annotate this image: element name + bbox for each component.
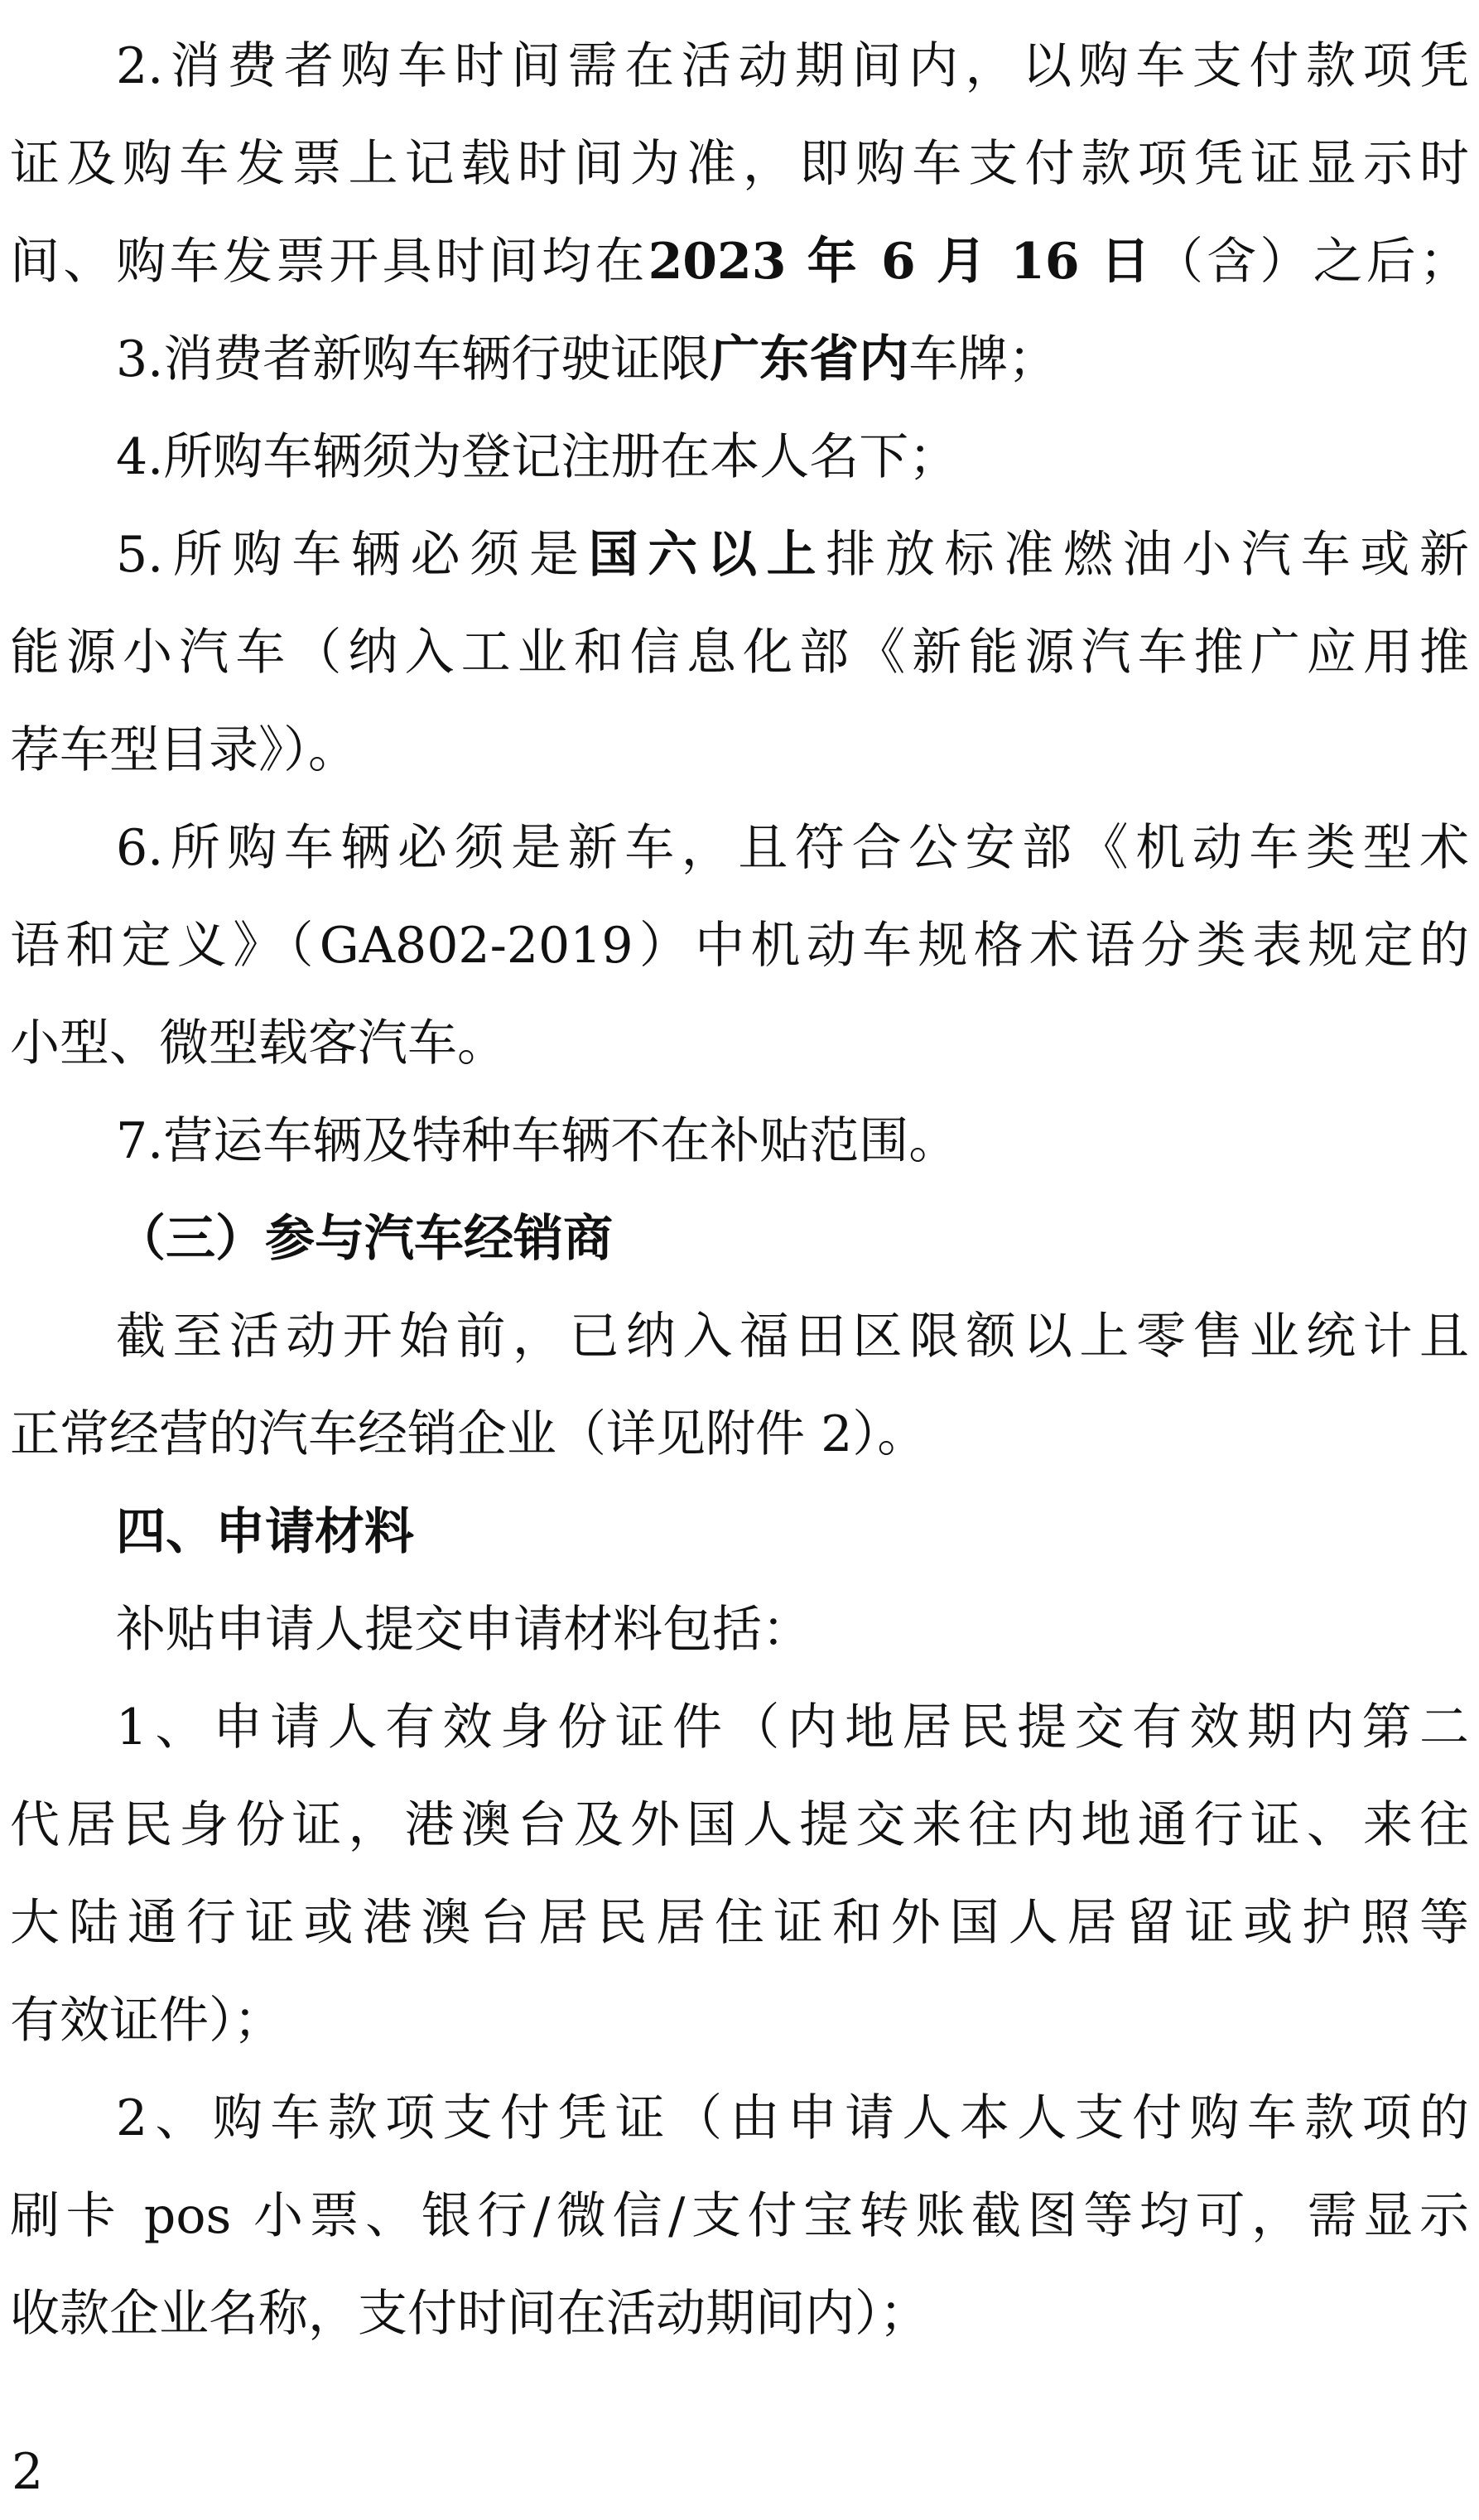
paragraph-line: 代居民身份证，港澳台及外国人提交来往内地通行证、来往: [10, 1796, 1469, 1854]
paragraph-line: 2.消费者购车时间需在活动期间内，以购车支付款项凭: [116, 37, 1469, 95]
paragraph-line: 正常经营的汽车经销企业（详见附件 2）。: [10, 1405, 927, 1463]
page-number: 2: [12, 2443, 44, 2501]
paragraph-line: 小型、微型载客汽车。: [10, 1014, 507, 1072]
paragraph-line: 收款企业名称，支付时间在活动期间内）；: [10, 2285, 929, 2343]
paragraph-line: 语和定义》（GA802-2019）中机动车规格术语分类表规定的: [10, 917, 1469, 975]
paragraph-line: 荐车型目录》）。: [10, 721, 358, 779]
paragraph-line: 4.所购车辆须为登记注册在本人名下；: [116, 428, 959, 486]
emission-standard-emphasis: 国六以上: [588, 526, 826, 584]
paragraph-line: 补贴申请人提交申请材料包括：: [116, 1601, 812, 1659]
paragraph-line: 5.所购车辆必须是国六以上排放标准燃油小汽车或新: [116, 526, 1469, 584]
section-heading: 四、申请材料: [116, 1503, 414, 1561]
paragraph-line: 7.营运车辆及特种车辆不在补贴范围。: [116, 1112, 959, 1170]
paragraph-line: 刷卡 pos 小票、银行/微信/支付宝转账截图等均可，需显示: [10, 2187, 1469, 2245]
section-heading: （三）参与汽车经销商: [116, 1210, 613, 1268]
paragraph-line: 6.所购车辆必须是新车，且符合公安部《机动车类型术: [116, 819, 1469, 877]
date-emphasis: 2023 年 6 月 16 日: [648, 233, 1154, 291]
paragraph-line: 有效证件）；: [10, 1992, 283, 2050]
paragraph-line: 间、购车发票开具时间均在2023 年 6 月 16 日（含）之后；: [10, 233, 1469, 291]
paragraph-line: 能源小汽车（纳入工业和信息化部《新能源汽车推广应用推: [10, 624, 1469, 682]
paragraph-line: 证及购车发票上记载时间为准，即购车支付款项凭证显示时: [10, 135, 1469, 193]
paragraph-line: 3.消费者新购车辆行驶证限广东省内车牌；: [116, 330, 1058, 388]
paragraph-line: 大陆通行证或港澳台居民居住证和外国人居留证或护照等: [10, 1894, 1469, 1952]
paragraph-line: 2、购车款项支付凭证（由申请人本人支付购车款项的: [116, 2089, 1469, 2147]
paragraph-line: 截至活动开始前，已纳入福田区限额以上零售业统计且: [116, 1308, 1469, 1366]
paragraph-line: 1、申请人有效身份证件（内地居民提交有效期内第二: [116, 1698, 1469, 1756]
province-emphasis: 广东省内: [710, 330, 909, 388]
